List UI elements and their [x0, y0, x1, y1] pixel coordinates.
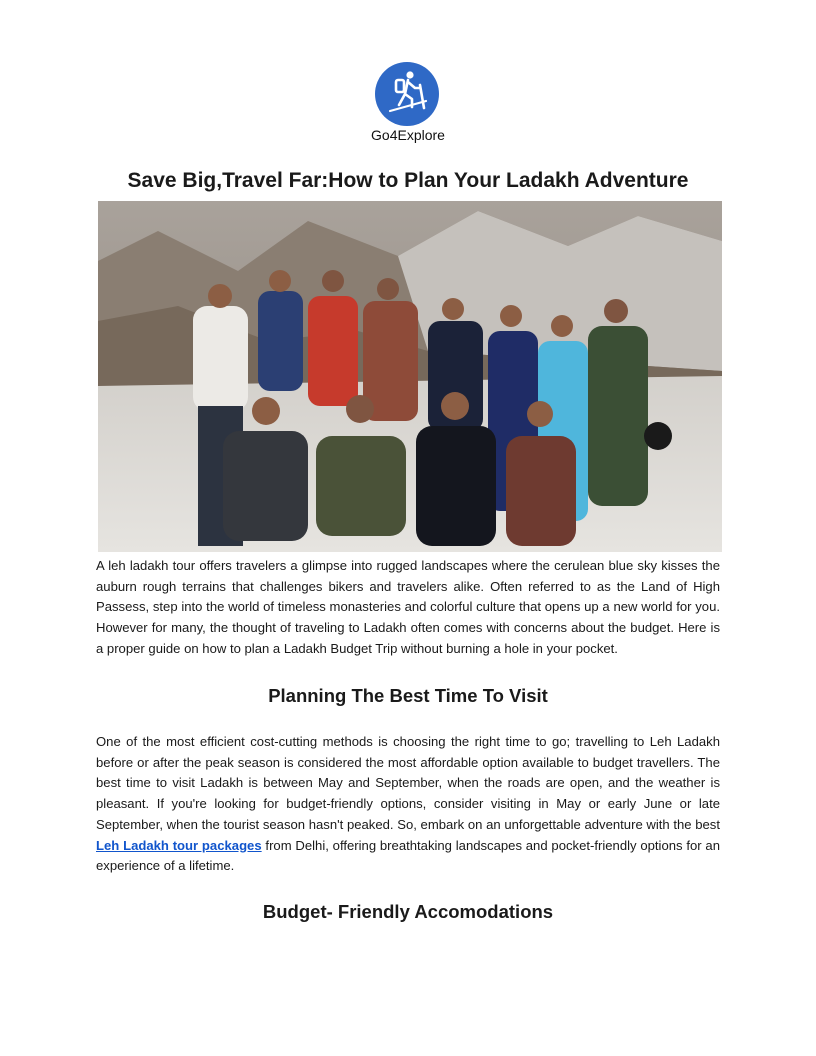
best-time-text: One of the most efficient cost-cutting methods is choosing the right time to go; travelling to Leh Ladakh before or after the peak season is considered the most affordable option available to budget travellers. The best time to visit Ladakh is between May and September, when the roads are open, and the weather is pleasant. If you're looking for budget-friendly options, consider visiting in May or early June or late September, when the tourist season hasn't peaked. So, embark on an unforgettable adventure with the best [96, 734, 720, 832]
group-travel-photo [98, 201, 722, 552]
go4explore-logo[interactable] [374, 61, 440, 127]
leh-ladakh-tour-packages-link[interactable]: Leh Ladakh tour packages [96, 837, 262, 853]
intro-paragraph: A leh ladakh tour offers travelers a glimpse into rugged landscapes where the cerulean blue sky kisses the auburn rough terrains that challenges bikers and travelers alike. Often referred to as the Land of High Passess, step into the world of timeless monasteries and colorful culture that opens up a new world for you. However for many, the thought of traveling to Ladakh often comes with concerns about the budget. Here is a proper guide on how to plan a Ladakh Budget Trip without burning a hole in your pocket. [96, 558, 720, 656]
best-time-paragraph [96, 732, 720, 877]
page-title: Save Big,Travel Far:How to Plan Your Ladakh Adventure [127, 169, 689, 192]
brand-name: Go4Explore [371, 127, 445, 143]
best-time-text-end: from Delhi, offering breathtaking landscapes and pocket-friendly options for an experience of a lifetime. [96, 837, 720, 874]
section-heading-accommodations: Budget- Friendly Accomodations [262, 901, 554, 922]
section-heading-best-time: Planning The Best Time To Visit [268, 685, 548, 706]
